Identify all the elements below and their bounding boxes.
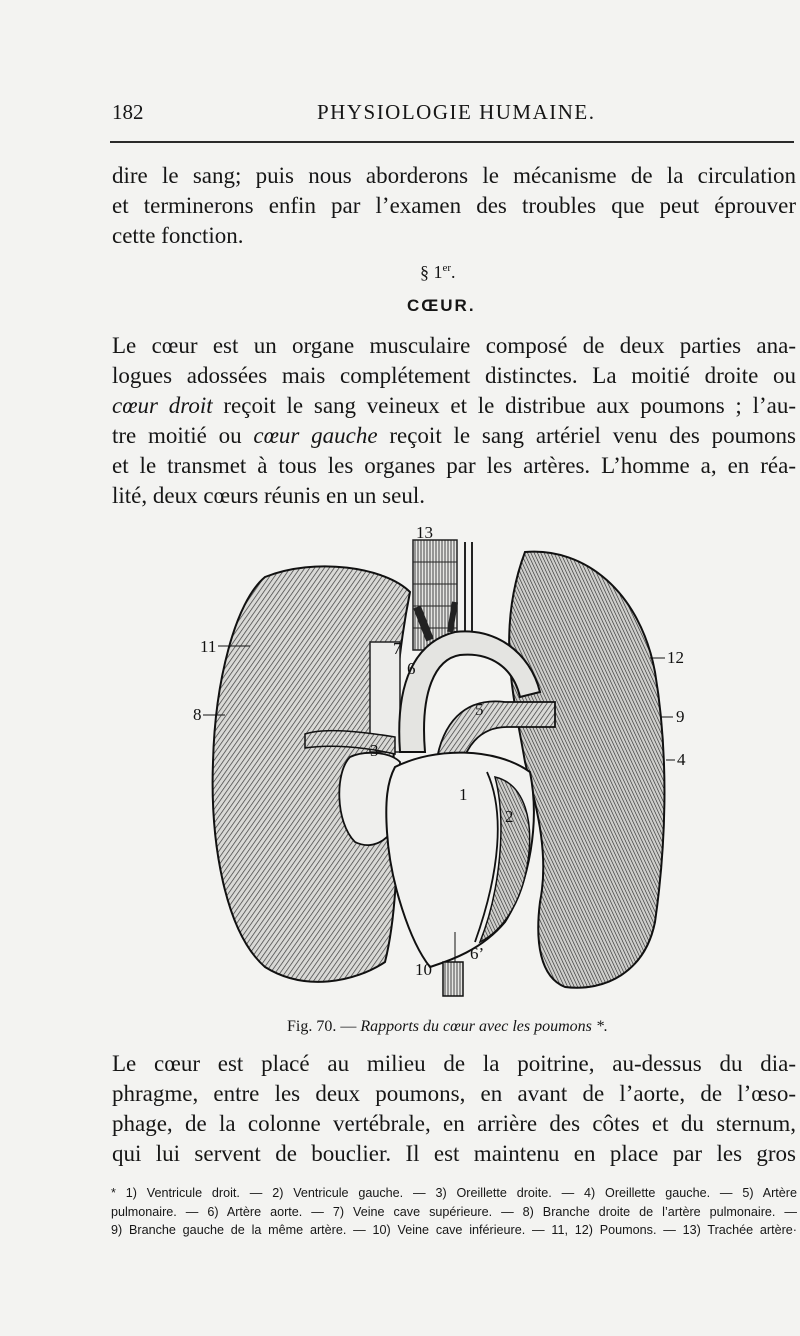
figure-label: 6 xyxy=(407,659,416,678)
text-line: logues adossées mais complétement distinctes. La moitié droite ou xyxy=(112,363,796,388)
section-number: § 1er. xyxy=(420,262,456,282)
heart-lungs-figure xyxy=(195,522,695,1002)
figure-footnote xyxy=(111,1184,797,1240)
page-number: 182 xyxy=(112,100,144,124)
text-line: et terminerons enfin par l’examen des troubles que peut éprouver xyxy=(112,193,796,218)
intro-paragraph xyxy=(112,161,796,251)
figure-label: 3 xyxy=(370,741,379,760)
text-line: tre moitié ou cœur gauche reçoit le sang artériel venu des poumons xyxy=(112,423,796,448)
text-line: et le transmet à tous les organes par les artères. L’homme a, en réa- xyxy=(112,453,796,478)
section-title: CŒUR. xyxy=(407,296,476,315)
figure-label: 2 xyxy=(505,807,514,826)
text-line: cœur droit reçoit le sang veineux et le distribue aux poumons ; l’au- xyxy=(112,393,796,418)
text-line: phragme, entre les deux poumons, en avant de l’aorte, de l’œso- xyxy=(112,1081,796,1106)
text-line: qui lui servent de bouclier. Il est maintenu en place par les gros xyxy=(112,1141,796,1166)
text-line: dire le sang; puis nous aborderons le mécanisme de la circulation xyxy=(112,163,796,188)
text-line: phage, de la colonne vertébrale, en arrière des côtes et du sternum, xyxy=(112,1111,796,1136)
inferior-vena-cava xyxy=(443,962,463,996)
figure-label: 6’ xyxy=(470,944,485,963)
running-head xyxy=(112,100,794,130)
running-title: PHYSIOLOGIE HUMAINE. xyxy=(317,100,596,124)
text-line: cette fonction. xyxy=(112,223,244,248)
figure-label: 10 xyxy=(415,960,432,979)
footnote-line: 9) Branche gauche de la même artère. — 10) Veine cave inférieure. — 11, 12) Poumons. — 13) Trachée artère· xyxy=(111,1223,797,1237)
footnote-line: pulmonaire. — 6) Artère aorte. — 7) Veine cave supérieure. — 8) Branche droite de l’artère pulmonaire. — xyxy=(111,1204,797,1219)
text-line: lité, deux cœurs réunis en un seul. xyxy=(112,483,425,508)
placement-paragraph xyxy=(112,1049,796,1169)
footnote-line: * 1) Ventricule droit. — 2) Ventricule gauche. — 3) Oreillette droite. — 4) Oreillette gauche. — 5) Artère xyxy=(111,1186,797,1200)
left-lung xyxy=(509,552,664,988)
header-rule xyxy=(110,141,794,143)
figure-caption: Fig. 70. — Rapports du cœur avec les poumons *. xyxy=(287,1018,608,1035)
figure-label: 8 xyxy=(193,705,202,724)
text-line: Le cœur est placé au milieu de la poitrine, au-dessus du dia- xyxy=(112,1051,796,1076)
figure-label: 7 xyxy=(393,639,402,658)
text-line: Le cœur est un organe musculaire composé de deux parties ana- xyxy=(112,333,796,358)
figure-label: 4 xyxy=(677,750,686,769)
figure-label: 13 xyxy=(416,523,433,542)
figure-label: 5 xyxy=(475,700,484,719)
figure-label: 12 xyxy=(667,648,684,667)
anatomical-illustration xyxy=(195,522,695,1002)
figure-label: 11 xyxy=(200,637,217,656)
figure-label: 1 xyxy=(459,785,468,804)
figure-label: 9 xyxy=(676,707,685,726)
heart-paragraph xyxy=(112,331,796,511)
